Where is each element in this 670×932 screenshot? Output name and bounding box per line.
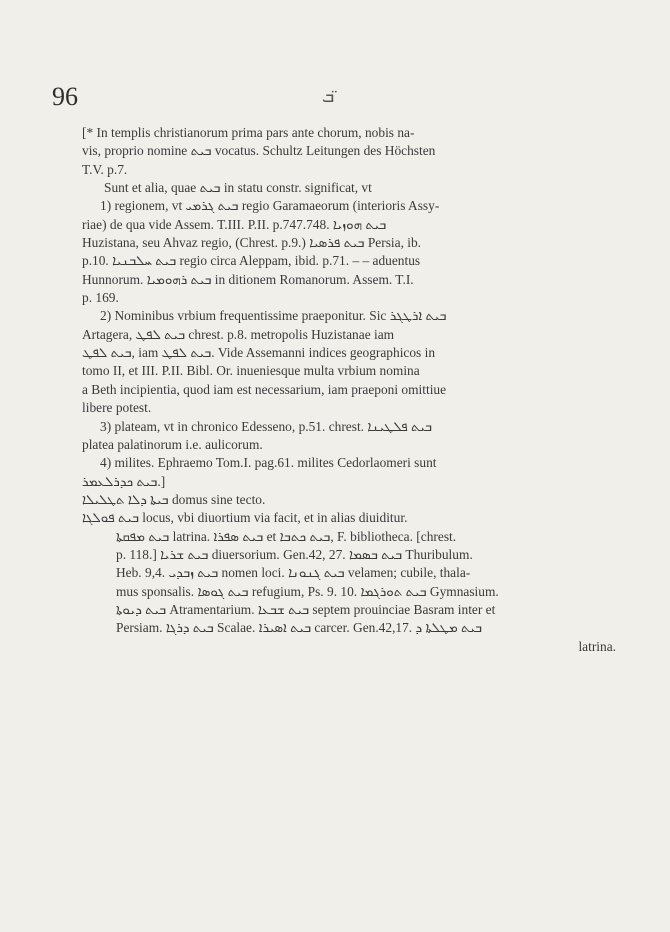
text-line: platea palatinorum i.e. aulicorum. [82, 436, 263, 452]
text-line: ܒܝܬ ܟܕܪܠܥܡܪ.] [82, 473, 166, 489]
text-line: libere potest. [82, 400, 152, 416]
text-line: Persiam. ܒܝܬ ܕܪܓܐ Scalae. ܒܝܬ ܐܣܝܪܐ carcer. Gen.42,17. ܒܝܬ ܡܛܠܬܐ ܕ [116, 620, 482, 636]
text-line: 1) regionem, vt ܒܝܬ ܓܪܡܝ regio Garamaeorum (interioris Assy- [100, 198, 440, 214]
page-number: 96 [52, 82, 78, 111]
text-line: vis, proprio nomine ܒܝܬ vocatus. Schultz Leitungen des Höchsten [82, 143, 436, 159]
text-line: 3) plateam, vt in chronico Edesseno, p.51. chrest. ܒܝܬ ܦܠܛܝܢܐ [100, 418, 432, 434]
text-line: T.V. p.7. [82, 161, 128, 177]
text-line: Artagera, ܒܝܬ ܠܦܛ chrest. p.8. metropolis Huzistanae iam [82, 326, 395, 342]
text-line: ܒܝܬ ܡܦܩܬܐ latrina. ܒܝܬ ܣܦܪܐ et ܒܝܬ ܟܬܒܐ, F. bibliotheca. [chrest. [116, 528, 457, 544]
text-line: Sunt et alia, quae ܒܝܬ in statu constr. significat, vt [104, 180, 372, 196]
text-line: tomo II, et III. P.II. Bibl. Or. inueniesque multa vrbium nomina [82, 363, 420, 379]
text-line: Hunnorum. ܒܝܬ ܪܗܘܡܝܐ in ditionem Romanorum. Assem. T.I. [82, 271, 414, 287]
text-line: p.10. ܒܝܬ ܚܠܒܢܝܐ regio circa Aleppam, ibid. p.71. – – aduentus [82, 253, 421, 269]
text-line: p. 118.] ܒܝܬ ܫܪܝܐ diuersorium. Gen.42, 27. ܒܝܬ ܒܣܡܐ Thuribulum. [116, 546, 473, 562]
text-line: a Beth incipientia, quod iam est necessarium, iam praeponi omittiue [82, 381, 447, 397]
text-line: ܒܝܬ ܕܝܘܬܐ Atramentarium. ܒܝܬ ܫܒܥܐ septem prouinciae Basram inter et [116, 601, 496, 617]
text-line: 2) Nominibus vrbium frequentissime praeponitur. Sic ܒܝܬ ܐܪܛܓܪ [100, 308, 447, 324]
text-line: ܒܝܬ ܦܘܠܓܐ locus, vbi diuortium via facit, et in alias diuiditur. [82, 510, 408, 526]
text-line: ܒܝܬܐ ܕܠܐ ܬܛܠܝܠܐ domus sine tecto. [82, 491, 266, 507]
text-line: [* In templis christianorum prima pars ante chorum, nobis na- [82, 125, 415, 140]
text-line: latrina. [578, 638, 616, 654]
text-line: mus sponsalis. ܒܝܬ ܓܘܣܐ refugium, Ps. 9. 10. ܒܝܬ ܬܘܪܓܡܐ Gymnasium. [116, 583, 499, 599]
text-line: riae) de qua vide Assem. T.III. P.II. p.747.748. ܒܝܬ ܗܘܙܝܐ [82, 216, 387, 232]
text-line: ܒܝܬ ܠܦܛ, iam ܒܝܬ ܠܦܛ. Vide Assemanni indices geographicos in [82, 345, 436, 361]
text-line: Heb. 9,4. ܒܝܬ ܙܒܕܝ nomen loci. ܒܝܬ ܓܢܘܢܐ velamen; cubile, thala- [116, 565, 471, 581]
text-line: 4) milites. Ephraemo Tom.I. pag.61. milites Cedorlaomeri sunt [100, 455, 437, 471]
running-head-mark: ܒ ̈ [322, 86, 339, 106]
body-text [82, 124, 616, 656]
text-line: Huzistana, seu Ahvaz regio, (Chrest. p.9.) ܒܝܬ ܦܪܣܝܐ Persia, ib. [82, 235, 422, 251]
text-line: p. 169. [82, 290, 119, 306]
